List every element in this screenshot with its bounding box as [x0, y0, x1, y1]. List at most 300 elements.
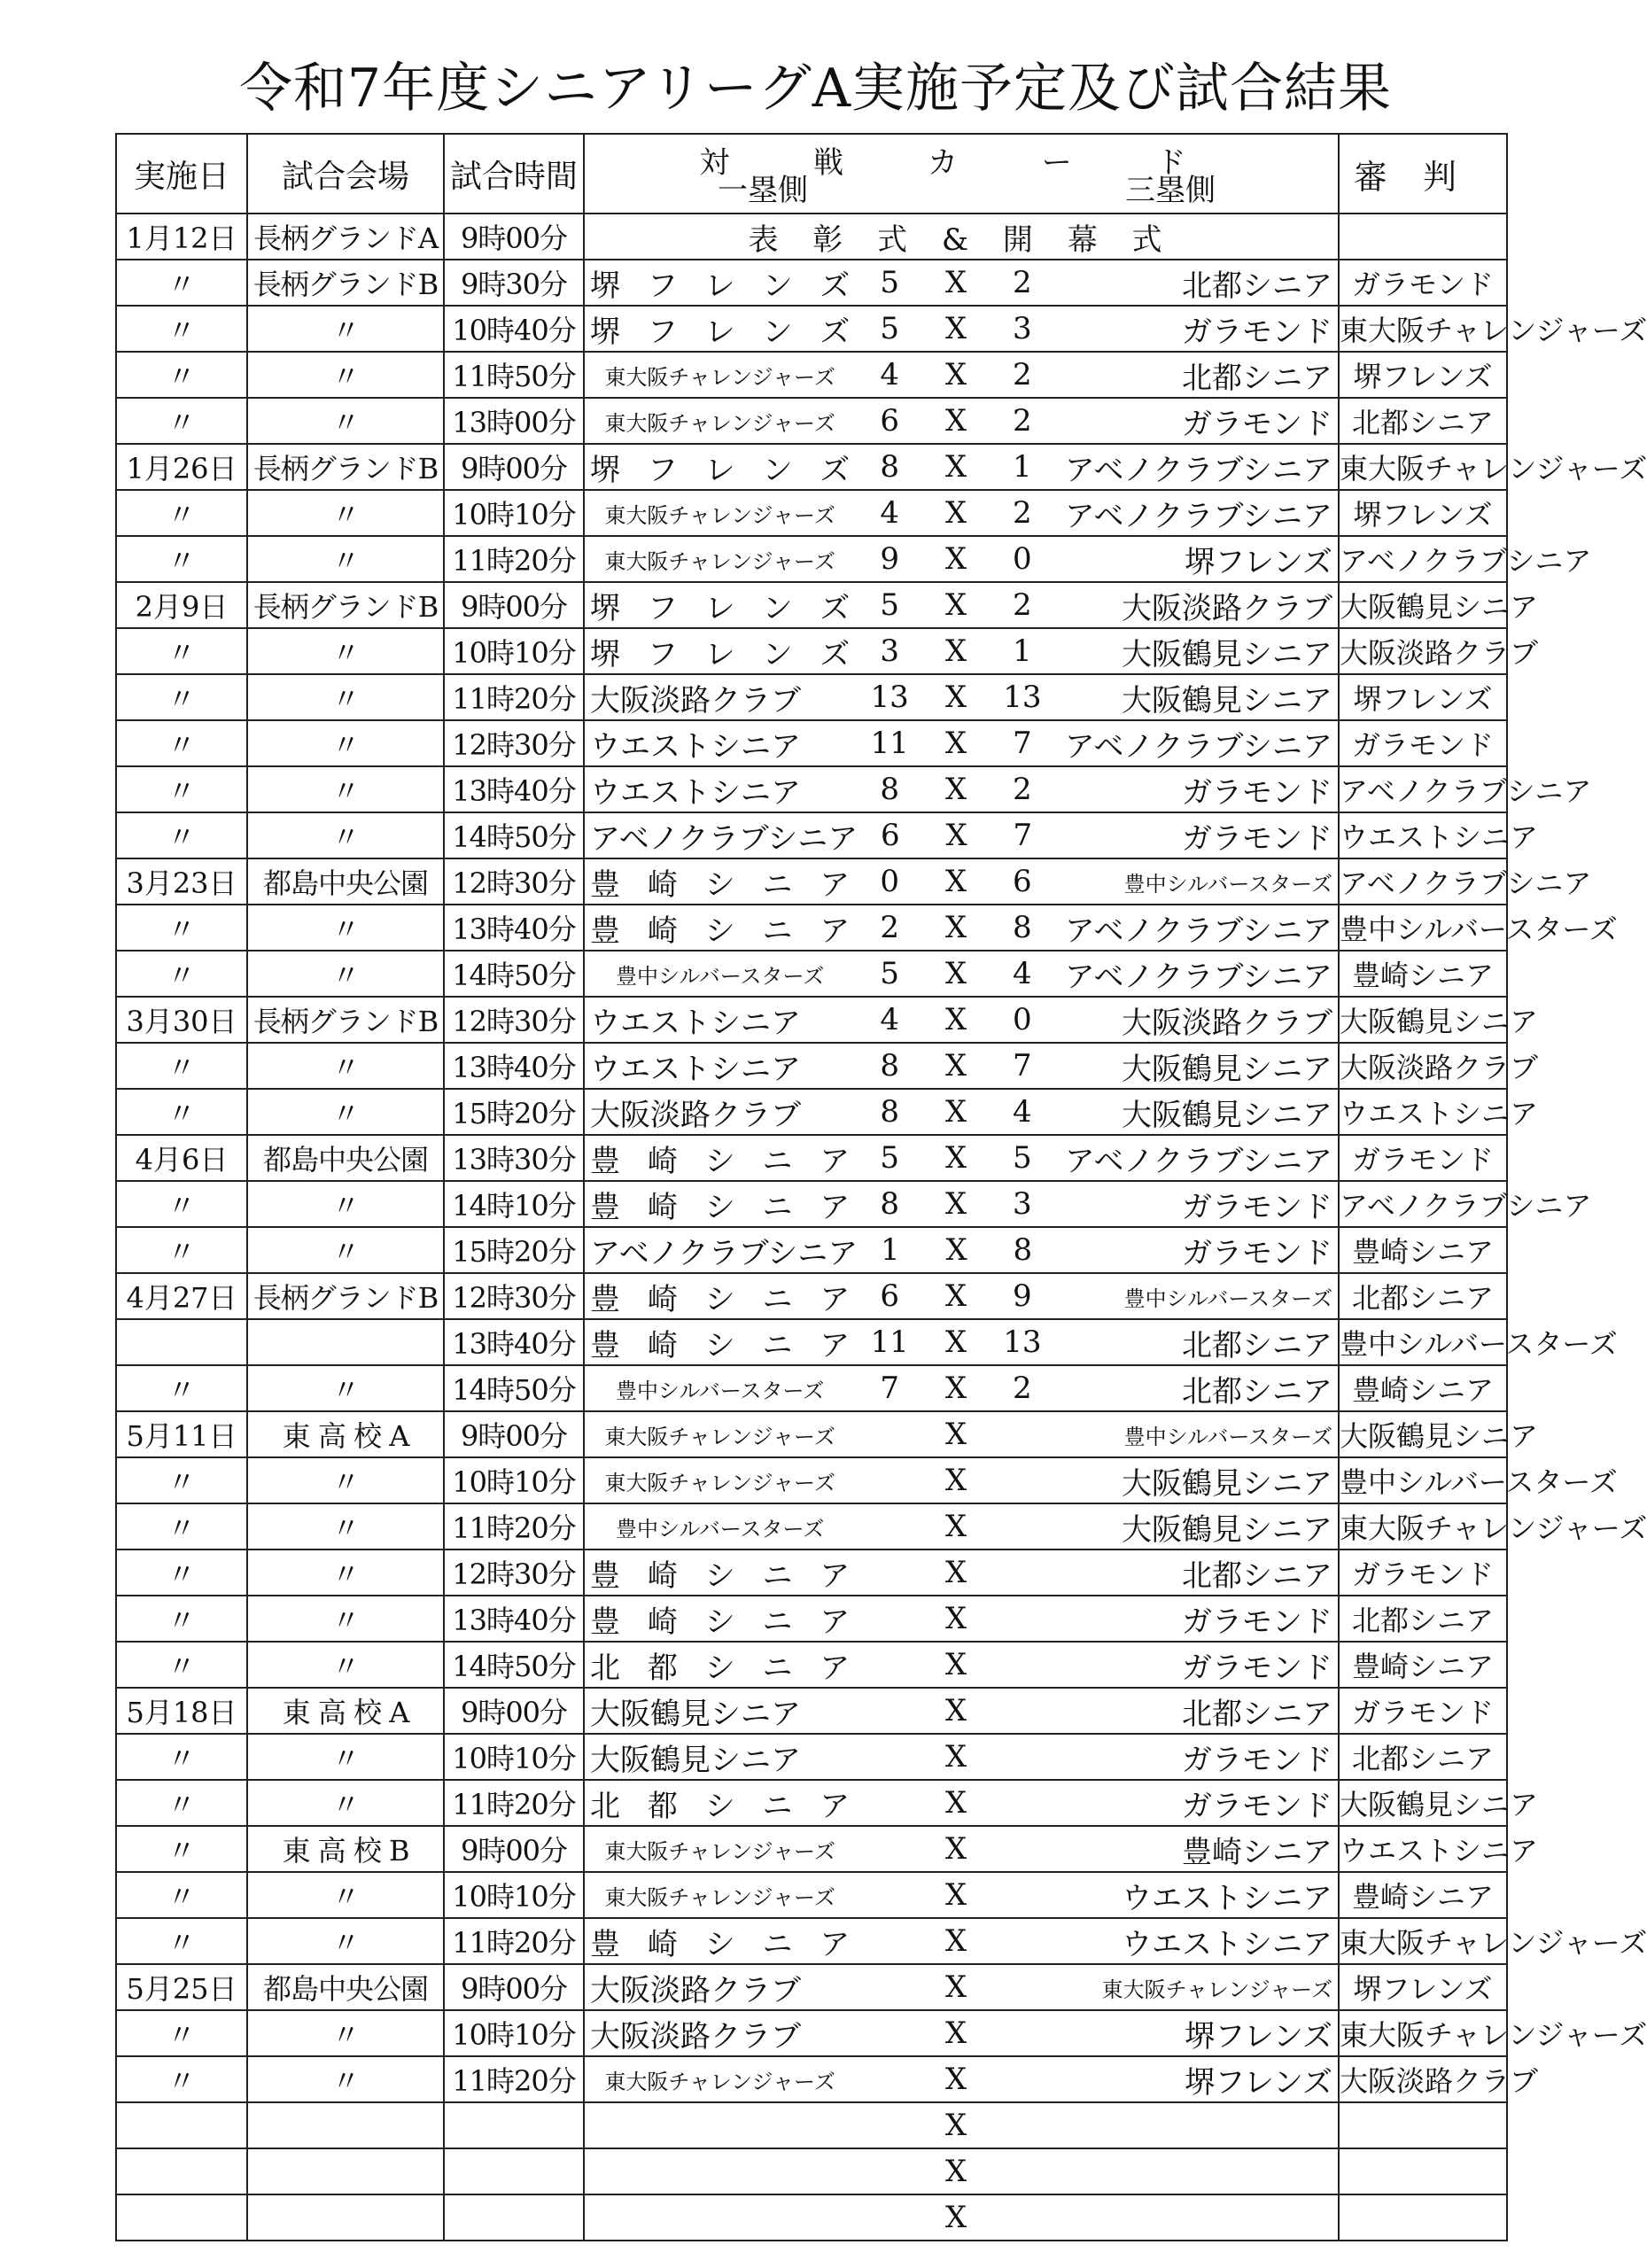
time-cell: 10時40分 [444, 306, 584, 352]
table-row [116, 1503, 1507, 1550]
match-card [585, 629, 1338, 673]
first-base-team: 豊 崎 シ ニ ア [590, 1604, 851, 1640]
table-row [116, 2010, 1507, 2056]
time-cell: 11時20分 [444, 1918, 584, 1964]
date-cell [116, 2194, 247, 2241]
match-card-cell [584, 1642, 1339, 1688]
first-base-team: 豊中シルバースターズ [615, 1516, 825, 1542]
venue-cell: 東 高 校 A [247, 1688, 444, 1734]
table-row [116, 444, 1507, 490]
schedule-body [116, 214, 1647, 2241]
first-base-score: 4 [880, 1002, 899, 1037]
table-row [116, 1780, 1507, 1826]
match-card-cell [584, 2102, 1339, 2148]
umpire-cell: 大阪淡路クラブ [1339, 1043, 1507, 1089]
table-row [116, 260, 1507, 306]
umpire-cell: 東大阪チャレンジャーズ [1339, 306, 1507, 352]
umpire-cell [1339, 2102, 1507, 2148]
first-base-team: 豊中シルバースターズ [615, 1378, 825, 1403]
date-cell: 〃 [116, 1365, 247, 1411]
header-time: 試合時間 [444, 134, 584, 214]
versus-mark: X [944, 1693, 967, 1728]
third-base-team: 北都シニア [1181, 360, 1332, 396]
versus-mark: X [944, 1278, 967, 1314]
umpire-cell: 北都シニア [1339, 398, 1507, 444]
match-card [585, 1228, 1338, 1272]
versus-mark: X [944, 403, 967, 439]
table-row [116, 858, 1507, 905]
header-card-title: 対 戦 カ ー ド [699, 145, 1224, 181]
first-base-score: 3 [880, 633, 899, 669]
third-base-team: ガラモンド [1181, 314, 1332, 350]
third-base-team: 大阪鶴見シニア [1121, 1465, 1332, 1502]
match-card [585, 1504, 1338, 1549]
time-cell [444, 2194, 584, 2241]
third-base-score: 0 [1013, 1002, 1032, 1037]
third-base-team: ガラモンド [1182, 820, 1332, 857]
first-base-score: 9 [880, 541, 899, 577]
date-cell: 〃 [116, 1089, 247, 1135]
table-row [116, 766, 1507, 812]
date-cell: 〃 [116, 1596, 247, 1642]
header-row [116, 134, 1507, 214]
table-row [116, 1457, 1507, 1503]
date-cell: 〃 [116, 1642, 247, 1688]
versus-mark: X [944, 311, 967, 346]
time-cell: 11時50分 [444, 352, 584, 398]
first-base-team: 豊 崎 シ ニ ア [590, 1281, 851, 1317]
date-cell: 5月18日 [116, 1688, 247, 1734]
match-card [585, 260, 1338, 305]
time-cell: 13時30分 [444, 1135, 584, 1181]
versus-mark: X [944, 1324, 967, 1360]
first-base-team: 堺 フ レ ン ズ [590, 452, 851, 488]
match-card [585, 1919, 1338, 1963]
header-third-base: 三塁側 [1125, 173, 1216, 208]
match-card-cell [584, 2194, 1339, 2241]
versus-mark: X [944, 1969, 967, 2005]
first-base-team: ウエストシニア [590, 728, 801, 765]
versus-mark: X [944, 726, 967, 761]
first-base-team: 北 都 シ ニ ア [590, 1650, 851, 1686]
versus-mark: X [944, 357, 967, 392]
first-base-score: 8 [880, 772, 899, 807]
table-row [116, 674, 1507, 720]
versus-mark: X [944, 1785, 967, 1821]
match-card [585, 1366, 1338, 1410]
time-cell: 13時40分 [444, 766, 584, 812]
venue-cell: 都島中央公園 [247, 1964, 444, 2010]
match-card-cell [584, 2010, 1339, 2056]
umpire-cell: 豊中シルバースターズ [1339, 1457, 1507, 1503]
first-base-team: 東大阪チャレンジャーズ [604, 1838, 835, 1864]
date-cell: 〃 [116, 674, 247, 720]
third-base-score: 9 [1013, 1278, 1032, 1314]
umpire-cell: ウエストシニア [1339, 812, 1507, 858]
date-cell: 〃 [116, 1780, 247, 1826]
first-base-team: 豊 崎 シ ニ ア [590, 1557, 851, 1594]
umpire-cell: ガラモンド [1339, 1550, 1507, 1596]
third-base-team: 豊中シルバースターズ [1123, 1285, 1332, 1311]
table-row [116, 2056, 1507, 2102]
time-cell: 9時00分 [444, 214, 584, 260]
first-base-team: 豊 崎 シ ニ ア [590, 1926, 851, 1962]
third-base-team: 大阪淡路クラブ [1121, 1005, 1332, 1041]
date-cell: 〃 [116, 1918, 247, 1964]
first-base-team: 東大阪チャレンジャーズ [604, 502, 835, 528]
versus-mark: X [945, 818, 967, 853]
match-card [585, 1873, 1338, 1917]
time-cell: 12時30分 [444, 858, 584, 905]
match-card [585, 307, 1338, 351]
time-cell: 13時40分 [444, 1043, 584, 1089]
umpire-cell: 堺フレンズ [1339, 352, 1507, 398]
match-card-cell [584, 1319, 1339, 1365]
time-cell: 9時00分 [444, 582, 584, 628]
table-row [116, 352, 1507, 398]
umpire-cell: 大阪鶴見シニア [1339, 1780, 1507, 1826]
date-cell: 〃 [116, 490, 247, 536]
third-base-team: アベノクラブシニア [1064, 452, 1332, 488]
first-base-score: 0 [880, 864, 899, 899]
venue-cell: 〃 [247, 905, 444, 951]
third-base-team: ガラモンド [1182, 1235, 1332, 1271]
match-card [585, 2195, 1338, 2240]
header-date: 実施日 [116, 134, 247, 214]
table-row [116, 997, 1507, 1043]
venue-cell: 〃 [247, 720, 444, 766]
match-card-cell [584, 674, 1339, 720]
match-card [585, 1412, 1338, 1456]
third-base-team: 東大阪チャレンジャーズ [1101, 1977, 1332, 2002]
third-base-score: 7 [1013, 818, 1033, 853]
date-cell: 〃 [116, 812, 247, 858]
venue-cell: 〃 [247, 1457, 444, 1503]
date-cell: 〃 [116, 951, 247, 997]
third-base-team: 大阪鶴見シニア [1121, 682, 1332, 718]
umpire-cell: ガラモンド [1339, 260, 1507, 306]
time-cell [444, 2102, 584, 2148]
header-venue: 試合会場 [247, 134, 444, 214]
first-base-team: アベノクラブシニア [590, 1235, 858, 1271]
venue-cell: 〃 [247, 1872, 444, 1918]
versus-mark: X [944, 587, 967, 623]
third-base-score: 2 [1013, 587, 1032, 623]
versus-mark: X [944, 541, 967, 577]
first-base-score: 11 [870, 1324, 909, 1360]
first-base-score: 5 [880, 956, 899, 991]
umpire-cell: 東大阪チャレンジャーズ [1339, 1503, 1507, 1550]
table-row [116, 582, 1507, 628]
match-card-cell [584, 1596, 1339, 1642]
match-card-cell [584, 858, 1339, 905]
match-card-cell [584, 1503, 1339, 1550]
match-card-cell [584, 1227, 1339, 1273]
match-card [585, 399, 1338, 443]
first-base-score: 5 [880, 311, 899, 346]
time-cell: 12時30分 [444, 720, 584, 766]
date-cell [116, 1319, 247, 1365]
ceremony-label: 表 彰 式 & 開 幕 式 [748, 221, 1175, 258]
time-cell: 13時00分 [444, 398, 584, 444]
third-base-score: 2 [1013, 357, 1032, 392]
third-base-score: 8 [1013, 910, 1032, 945]
match-card [585, 1689, 1338, 1733]
first-base-score: 5 [880, 587, 899, 623]
table-row [116, 1411, 1507, 1457]
match-card [585, 1735, 1338, 1779]
third-base-team: 大阪鶴見シニア [1121, 1051, 1332, 1087]
first-base-team: 豊中シルバースターズ [615, 963, 825, 989]
match-card-cell [584, 1826, 1339, 1872]
first-base-team: 北 都 シ ニ ア [590, 1788, 851, 1824]
date-cell: 〃 [116, 628, 247, 674]
third-base-score: 13 [1003, 680, 1042, 715]
match-card-cell [584, 628, 1339, 674]
match-card [585, 1550, 1338, 1595]
time-cell: 10時10分 [444, 1457, 584, 1503]
date-cell: 〃 [116, 1227, 247, 1273]
venue-cell: 〃 [247, 1503, 444, 1550]
match-card-cell [584, 1550, 1339, 1596]
match-card [585, 2057, 1338, 2101]
first-base-team: 大阪鶴見シニア [590, 1742, 801, 1778]
match-card [585, 537, 1338, 581]
venue-cell: 長柄グランドB [247, 260, 444, 306]
time-cell: 15時20分 [444, 1089, 584, 1135]
venue-cell: 長柄グランドB [247, 1273, 444, 1319]
match-card-cell [584, 306, 1339, 352]
first-base-score: 6 [881, 818, 900, 853]
table-row [116, 214, 1507, 260]
table-row [116, 628, 1507, 674]
umpire-cell [1339, 214, 1507, 260]
match-card [585, 1827, 1338, 1871]
venue-cell: 〃 [247, 1550, 444, 1596]
venue-cell: 長柄グランドB [247, 582, 444, 628]
match-card [585, 1136, 1338, 1180]
venue-cell: 長柄グランドB [247, 444, 444, 490]
versus-mark: X [944, 772, 967, 807]
match-card [585, 491, 1338, 535]
venue-cell: 東 高 校 A [247, 1411, 444, 1457]
first-base-score: 5 [880, 1140, 899, 1176]
date-cell: 〃 [116, 306, 247, 352]
first-base-score: 13 [870, 680, 909, 715]
third-base-team: 北都シニア [1181, 268, 1332, 304]
venue-cell: 〃 [247, 1043, 444, 1089]
third-base-score: 1 [1013, 449, 1032, 485]
umpire-cell: 東大阪チャレンジャーズ [1339, 2010, 1507, 2056]
time-cell: 10時10分 [444, 2010, 584, 2056]
versus-mark: X [944, 1923, 967, 1959]
date-cell [116, 2102, 247, 2148]
first-base-score: 5 [880, 265, 899, 300]
first-base-team: 大阪淡路クラブ [590, 1972, 801, 2008]
first-base-score: 6 [880, 1278, 899, 1314]
date-cell: 3月23日 [116, 858, 247, 905]
time-cell: 9時00分 [444, 1826, 584, 1872]
table-row [116, 1734, 1507, 1780]
date-cell: 2月9日 [116, 582, 247, 628]
versus-mark: X [944, 1509, 967, 1544]
table-row [116, 1135, 1507, 1181]
third-base-score: 2 [1013, 495, 1032, 531]
date-cell: 〃 [116, 1734, 247, 1780]
match-card [585, 1596, 1338, 1641]
match-card-cell [584, 951, 1339, 997]
versus-mark: X [944, 2016, 967, 2051]
match-card [585, 951, 1338, 996]
match-card-cell [584, 1273, 1339, 1319]
third-base-score: 4 [1013, 956, 1032, 991]
third-base-team: 北都シニア [1181, 1327, 1332, 1363]
match-card-cell [584, 720, 1339, 766]
third-base-team: 大阪鶴見シニア [1121, 1097, 1332, 1133]
versus-mark: X [944, 1601, 967, 1636]
venue-cell: 〃 [247, 1918, 444, 1964]
venue-cell: 〃 [247, 1089, 444, 1135]
third-base-team: ガラモンド [1181, 1604, 1332, 1640]
match-card-cell [584, 1135, 1339, 1181]
first-base-score: 4 [880, 495, 899, 531]
match-card-cell [584, 2148, 1339, 2194]
first-base-score: 8 [880, 1094, 899, 1130]
table-row [116, 1688, 1507, 1734]
versus-mark: X [944, 495, 967, 531]
versus-mark: X [944, 1002, 967, 1037]
venue-cell: 都島中央公園 [247, 858, 444, 905]
versus-mark: X [944, 1877, 967, 1913]
third-base-team: 北都シニア [1181, 1557, 1332, 1594]
third-base-score: 7 [1013, 1048, 1032, 1084]
venue-cell: 〃 [247, 490, 444, 536]
umpire-cell: ガラモンド [1339, 1135, 1507, 1181]
first-base-team: 東大阪チャレンジャーズ [604, 548, 835, 574]
match-card-cell [584, 1872, 1339, 1918]
umpire-cell: アベノクラブシニア [1339, 858, 1507, 905]
first-base-score: 8 [880, 1186, 899, 1222]
table-row [116, 2102, 1507, 2148]
match-card [585, 905, 1338, 950]
match-card [585, 1458, 1338, 1503]
third-base-team: ウエストシニア [1121, 1880, 1332, 1916]
third-base-score: 13 [1003, 1324, 1042, 1360]
match-card-cell [584, 352, 1339, 398]
match-card-cell [584, 1457, 1339, 1503]
versus-mark: X [944, 1186, 967, 1222]
third-base-team: アベノクラブシニア [1064, 498, 1332, 534]
date-cell: 1月12日 [116, 214, 247, 260]
first-base-team: 豊 崎 シ ニ ア [590, 1189, 851, 1225]
versus-mark: X [944, 1831, 967, 1867]
versus-mark: X [944, 1463, 967, 1498]
third-base-team: 堺フレンズ [1185, 2018, 1332, 2054]
match-card-cell [584, 1780, 1339, 1826]
third-base-team: 北都シニア [1181, 1696, 1332, 1732]
umpire-cell: 北都シニア [1339, 1734, 1507, 1780]
umpire-cell: 堺フレンズ [1339, 490, 1507, 536]
date-cell: 〃 [116, 536, 247, 582]
time-cell: 11時20分 [444, 674, 584, 720]
venue-cell [247, 2148, 444, 2194]
first-base-score: 8 [880, 449, 899, 485]
match-card-cell [584, 398, 1339, 444]
first-base-team: 堺 フ レ ン ズ [590, 590, 851, 626]
first-base-team: 豊 崎 シ ニ ア [590, 866, 851, 903]
table-row [116, 1642, 1507, 1688]
match-card-cell [584, 1688, 1339, 1734]
versus-mark: X [944, 633, 967, 669]
table-row [116, 2194, 1507, 2241]
time-cell: 14時50分 [444, 1642, 584, 1688]
match-card [585, 2149, 1338, 2194]
date-cell: 〃 [116, 1503, 247, 1550]
time-cell: 14時50分 [444, 951, 584, 997]
versus-mark: X [944, 680, 967, 715]
date-cell: 〃 [116, 766, 247, 812]
umpire-cell: アベノクラブシニア [1339, 766, 1507, 812]
umpire-cell: 東大阪チャレンジャーズ [1339, 1918, 1507, 1964]
umpire-cell: ウエストシニア [1339, 1089, 1507, 1135]
date-cell: 〃 [116, 2010, 247, 2056]
umpire-cell: 堺フレンズ [1339, 1964, 1507, 2010]
table-row [116, 1550, 1507, 1596]
venue-cell: 〃 [247, 1227, 444, 1273]
versus-mark: X [944, 449, 967, 485]
venue-cell: 〃 [247, 951, 444, 997]
first-base-team: ウエストシニア [590, 1005, 801, 1041]
umpire-cell: 堺フレンズ [1339, 674, 1507, 720]
umpire-cell: 豊崎シニア [1339, 951, 1507, 997]
first-base-score: 6 [880, 403, 899, 439]
date-cell: 〃 [116, 720, 247, 766]
table-row [116, 1918, 1507, 1964]
venue-cell: 〃 [247, 306, 444, 352]
third-base-team: 北都シニア [1181, 1373, 1332, 1410]
umpire-cell: 北都シニア [1339, 1273, 1507, 1319]
first-base-team: 大阪淡路クラブ [590, 682, 801, 718]
venue-cell: 都島中央公園 [247, 1135, 444, 1181]
time-cell: 12時30分 [444, 1273, 584, 1319]
versus-mark: X [944, 2062, 967, 2097]
first-base-team: 東大阪チャレンジャーズ [604, 410, 835, 436]
time-cell: 10時10分 [444, 490, 584, 536]
umpire-cell: 大阪鶴見シニア [1339, 582, 1507, 628]
date-cell: 〃 [116, 905, 247, 951]
third-base-score: 1 [1013, 633, 1032, 669]
venue-cell: 〃 [247, 628, 444, 674]
venue-cell [247, 2194, 444, 2241]
time-cell: 11時20分 [444, 1780, 584, 1826]
match-card [585, 1320, 1338, 1364]
venue-cell: 〃 [247, 812, 444, 858]
time-cell [444, 2148, 584, 2194]
table-row [116, 1826, 1507, 1872]
first-base-team: アベノクラブシニア [590, 820, 858, 857]
match-card-cell [584, 1043, 1339, 1089]
time-cell: 11時20分 [444, 536, 584, 582]
third-base-team: 堺フレンズ [1185, 2064, 1332, 2101]
venue-cell: 長柄グランドA [247, 214, 444, 260]
venue-cell [247, 1319, 444, 1365]
first-base-team: ウエストシニア [590, 774, 801, 811]
versus-mark: X [944, 1555, 967, 1590]
table-row [116, 1043, 1507, 1089]
match-card [585, 1965, 1338, 2009]
date-cell: 〃 [116, 1826, 247, 1872]
match-card [585, 1781, 1338, 1825]
